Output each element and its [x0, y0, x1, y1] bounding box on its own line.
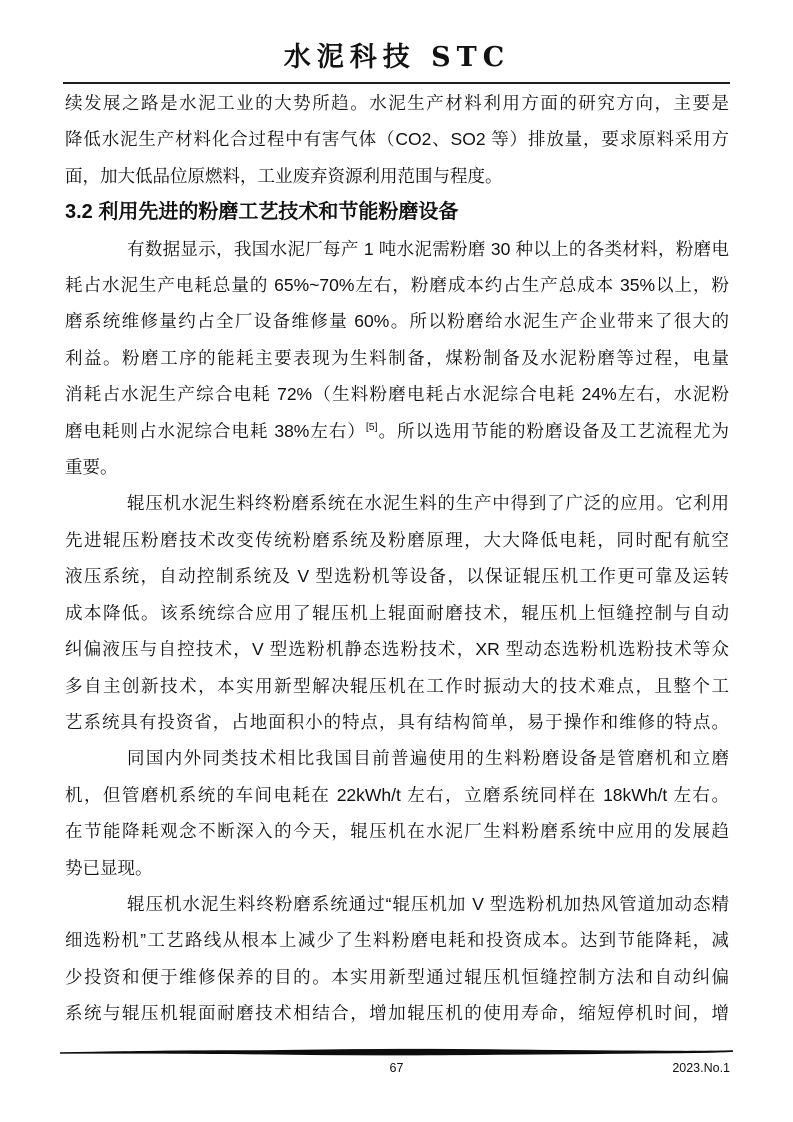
text-line: 艺系统具有投资省，占地面积小的特点，具有结构简单，易于操作和维修的特点。	[65, 711, 729, 732]
paragraph	[65, 886, 729, 1032]
paragraph	[65, 231, 729, 486]
text-line: 多自主创新技术，本实用新型解决辊压机在工作时振动大的技术难点，且整个工	[65, 675, 729, 696]
text-line: 先进辊压粉磨技术改变传统粉磨系统及粉磨原理，大大降低电耗，同时配有航空	[65, 529, 729, 550]
text-line: 系统与辊压机辊面耐磨技术相结合，增加辊压机的使用寿命，缩短停机时间，增	[65, 1003, 729, 1024]
text-line: 磨系统维修量约占全厂设备维修量 60%。所以粉磨给水泥生产企业带来了很大的	[65, 311, 729, 332]
section-heading: 3.2 利用先进的粉磨工艺技术和节能粉磨设备	[65, 201, 459, 224]
text-line: 细选粉机”工艺路线从根本上减少了生料粉磨电耗和投资成本。达到节能降耗，减	[65, 930, 729, 951]
text-line: 重要。	[65, 457, 118, 478]
paragraph	[65, 740, 729, 886]
footer-rule	[60, 1048, 733, 1057]
text-line: 在节能降耗观念不断深入的今天，辊压机在水泥厂生料粉磨系统中应用的发展趋	[65, 821, 729, 842]
issue-label: 2023.No.1	[672, 1061, 730, 1075]
header-rule	[63, 82, 730, 84]
text-line: 消耗占水泥生产综合电耗 72%（生料粉磨电耗占水泥综合电耗 24%左右，水泥粉	[65, 384, 729, 405]
text-segment: 磨电耗则占水泥综合电耗 38%左右）	[65, 420, 366, 441]
journal-header-title: 水泥科技 STC	[283, 42, 511, 73]
footer-row	[60, 1059, 733, 1079]
text-segment: 。所以选用节能的粉磨设备及工艺流程尤为	[377, 420, 730, 441]
text-line	[65, 413, 729, 449]
text-line: 面，加大低品位原燃料，工业废弃资源利用范围与程度。	[65, 165, 503, 186]
text-line: 成本降低。该系统综合应用了辊压机上辊面耐磨技术，辊压机上恒缝控制与自动	[65, 602, 729, 623]
page-content	[65, 0, 729, 1032]
article-body	[65, 85, 729, 1032]
citation-ref: [5]	[365, 420, 378, 433]
text-line: 液压系统，自动控制系统及 V 型选粉机等设备，以保证辊压机工作更可靠及运转	[65, 566, 729, 587]
text-line: 续发展之路是水泥工业的大势所趋。水泥生产材料利用方面的研究方向，主要是	[65, 93, 729, 113]
text-line: 少投资和便于维修保养的目的。本实用新型通过辊压机恒缝控制方法和自动纠偏	[65, 966, 729, 987]
text-line: 有数据显示，我国水泥厂每产 1 吨水泥需粉磨 30 种以上的各类材料，粉磨电	[127, 238, 729, 259]
text-line: 纠偏液压与自控技术，V 型选粉机静态选粉技术，XR 型动态选粉机选粉技术等众	[65, 639, 729, 660]
text-line: 利益。粉磨工序的能耗主要表现为生料制备，煤粉制备及水泥粉磨等过程，电量	[65, 347, 729, 368]
paragraph	[65, 485, 729, 740]
paragraph-continued	[65, 85, 729, 194]
text-line: 辊压机水泥生料终粉磨系统通过“辊压机加 V 型选粉机加热风管道加动态精	[127, 893, 729, 914]
page-number: 67	[389, 1061, 404, 1075]
text-line: 辊压机水泥生料终粉磨系统在水泥生料的生产中得到了广泛的应用。它利用	[127, 493, 729, 514]
text-line: 耗占水泥生产电耗总量的 65%~70%左右，粉磨成本约占生产总成本 35%以上，粉	[65, 275, 729, 296]
text-line: 同国内外同类技术相比我国目前普遍使用的生料粉磨设备是管磨机和立磨	[127, 748, 729, 769]
page-footer	[60, 1048, 733, 1079]
text-line: 势已显现。	[65, 857, 153, 878]
text-line: 降低水泥生产材料化合过程中有害气体（CO2、SO2 等）排放量，要求原料采用方	[65, 129, 729, 150]
text-line: 机，但管磨机系统的车间电耗在 22kWh/t 左右，立磨系统同样在 18kWh/t 左右。	[65, 784, 729, 805]
